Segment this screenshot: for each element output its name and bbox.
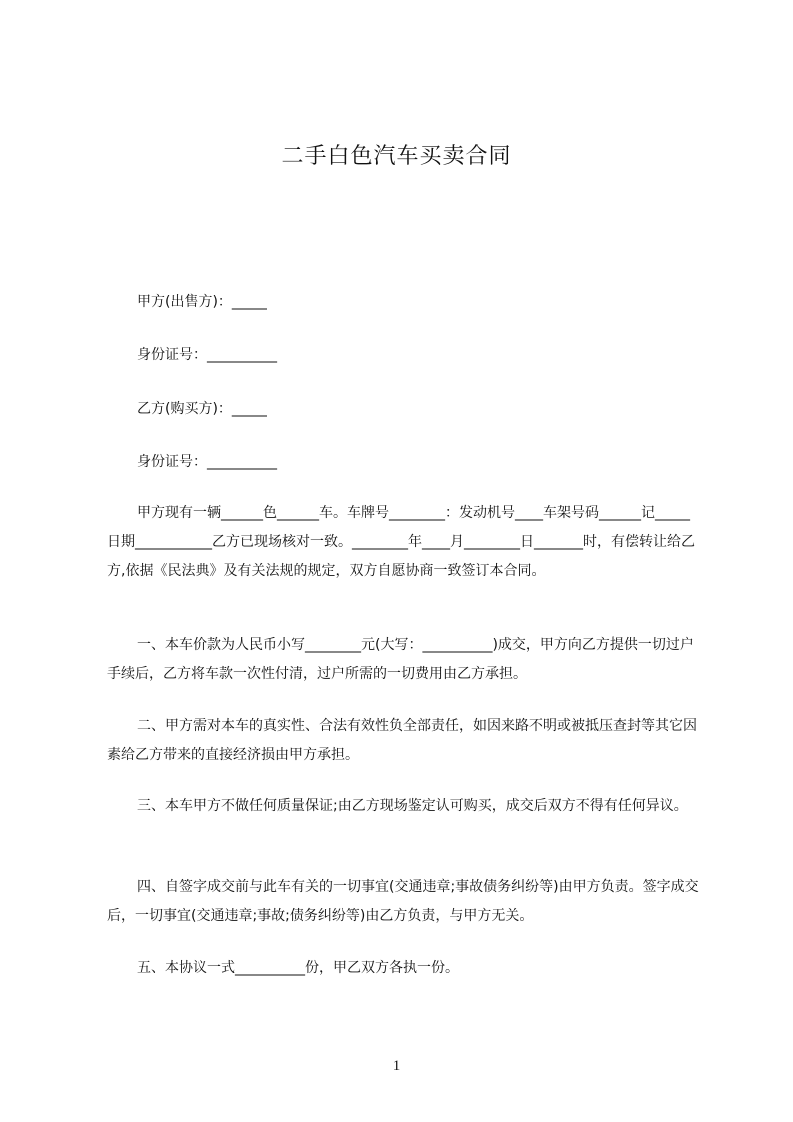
clause-5-paragraph: 五、本协议一式__________份，甲乙双方各执一份。 [137, 960, 459, 976]
clause-1-paragraph: 一、本车价款为人民币小写________元(大写：__________)成交，甲方向乙方提供一切过户手续后，乙方将车款一次性付清，过户所需的一切费用由乙方承担。 [107, 637, 694, 682]
clause-2-paragraph: 二、甲方需对本车的真实性、合法有效性负全部责任，如因来路不明或被抵压查封等其它因素给乙方带来的直接经济损由甲方承担。 [107, 718, 697, 763]
seller-id-field: 身份证号：__________ [137, 347, 277, 363]
intro-paragraph: 甲方现有一辆______色______车。车牌号________：发动机号____车架号码______记_____日期___________乙方已现场核对一致。________年____月________日_______时，有偿转让给乙方,依据《民法典》及有关法规的规定，双方自愿协商一致签订本合同。 [107, 505, 695, 579]
buyer-id-field: 身份证号：__________ [137, 454, 277, 470]
seller-field: 甲方(出售方)：_____ [137, 294, 267, 310]
clause-4-paragraph: 四、自签字成交前与此车有关的一切事宜(交通违章;事故债务纠纷等)由甲方负责。签字成交后，一切事宜(交通违章;事故;债务纠纷等)由乙方负责，与甲方无关。 [107, 879, 699, 924]
clause-3-paragraph: 三、本车甲方不做任何质量保证;由乙方现场鉴定认可购买，成交后双方不得有任何异议。 [137, 798, 688, 814]
buyer-field: 乙方(购买方)：_____ [137, 401, 267, 417]
page-number: 1 [392, 1058, 401, 1074]
page-title: 二手白色汽车买卖合同 [281, 144, 512, 169]
